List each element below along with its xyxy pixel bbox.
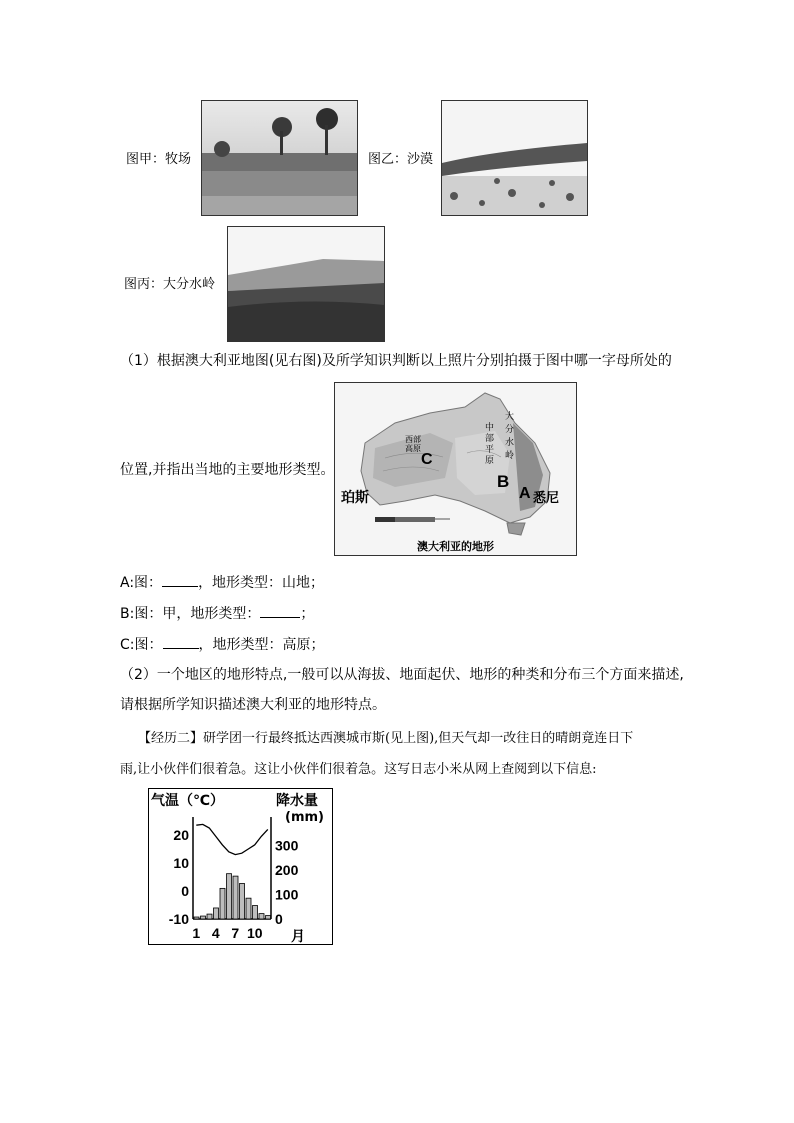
y-left-tick-label: 0 [181,883,189,899]
desert-image [442,101,587,215]
chart-x-unit: 月 [291,929,305,945]
map-label-great-dividing: 大分水岭 [505,412,515,461]
photo-jia-caption: 图甲：牧场 [126,152,192,167]
question-2-line-2: 请根据所学知识描述澳大利亚的地形特点。 [120,697,386,713]
chart-title-precipitation: 降水量 [276,793,318,809]
answer-a-blank[interactable] [162,572,198,587]
y-right-tick-label: 0 [275,911,283,927]
map-graphic [335,383,576,555]
precipitation-bar [240,883,245,919]
precipitation-bar [227,874,232,919]
map-label-central-plain: 中部平原 [485,423,495,466]
pasture-image [202,101,357,215]
answer-b-prefix: B:图：甲，地形类型： [120,606,261,622]
answer-b [120,603,314,624]
chart-title-temperature: 气温（℃） [151,793,224,809]
precipitation-bar [233,876,238,919]
map-label-c: C [421,451,433,468]
chart-unit-precipitation: (mm) [285,810,324,825]
answer-c-prefix: C:图： [120,637,163,653]
precipitation-bar [246,898,251,919]
precipitation-bar [259,914,264,919]
mountain-image [228,227,384,341]
x-tick-label: 1 [192,925,201,941]
experience-2-line-2: 雨,让小伙伴们很着急。这让小伙伴们很着急。这写日志小米从网上查阅到以下信息: [120,762,597,777]
map-label-perth: 珀斯 [341,489,369,505]
map-label-west-plateau: 西部高原 [405,435,421,453]
photo-yi-desert [441,100,588,216]
y-right-tick-label: 200 [275,862,299,878]
question-1-line-1: （1）根据澳大利亚地图(见右图)及所学知识判断以上照片分别拍摄于图中哪一字母所处的 [120,353,672,369]
precipitation-bar [220,888,225,919]
map-label-a: A [519,485,531,502]
australia-terrain-map [334,382,577,556]
y-right-tick-label: 300 [275,837,299,854]
y-right-tick-label: 100 [275,886,299,903]
climate-chart [148,788,333,945]
experience-2-line-1: 【经历二】研学团一行最终抵达西澳城市斯(见上图),但天气却一改往日的晴朗竟连日下 [138,731,634,746]
photo-bing-caption: 图丙：大分水岭 [124,277,216,292]
precipitation-bar [266,916,271,919]
map-label-sydney: 悉尼 [533,490,560,505]
map-title: 澳大利亚的地形 [417,540,494,553]
precipitation-bar [194,917,199,919]
y-left-tick-label: -10 [168,911,189,927]
photo-yi-caption: 图乙：沙漠 [368,152,434,167]
answer-a-prefix: A:图： [120,575,163,591]
photo-jia-pasture [201,100,358,216]
precipitation-bar [201,916,206,919]
x-tick-label: 4 [211,925,220,941]
question-2-line-1: （2）一个地区的地形特点,一般可以从海拔、地面起伏、地形的种类和分布三个方面来描述, [120,667,684,683]
map-label-b: B [497,472,510,491]
x-tick-label: 10 [246,925,263,941]
precipitation-bar [207,914,212,919]
answer-c-suffix: ，地形类型：高原； [198,637,325,653]
answer-b-blank[interactable] [260,603,300,618]
temperature-line [196,824,267,854]
precipitation-bar [214,908,219,919]
answer-a [120,572,324,593]
question-1-line-2: 位置,并指出当地的主要地形类型。 [120,462,335,478]
precipitation-bar [253,906,258,919]
answer-a-suffix: ，地形类型：山地； [198,575,325,591]
answer-c [120,634,325,655]
photo-bing-dividing-range [227,226,385,342]
answer-c-blank[interactable] [163,634,199,649]
answer-b-suffix: ； [300,606,315,622]
x-tick-label: 7 [231,925,240,941]
y-left-tick-label: 10 [173,855,189,871]
y-left-tick-label: 20 [173,827,189,843]
